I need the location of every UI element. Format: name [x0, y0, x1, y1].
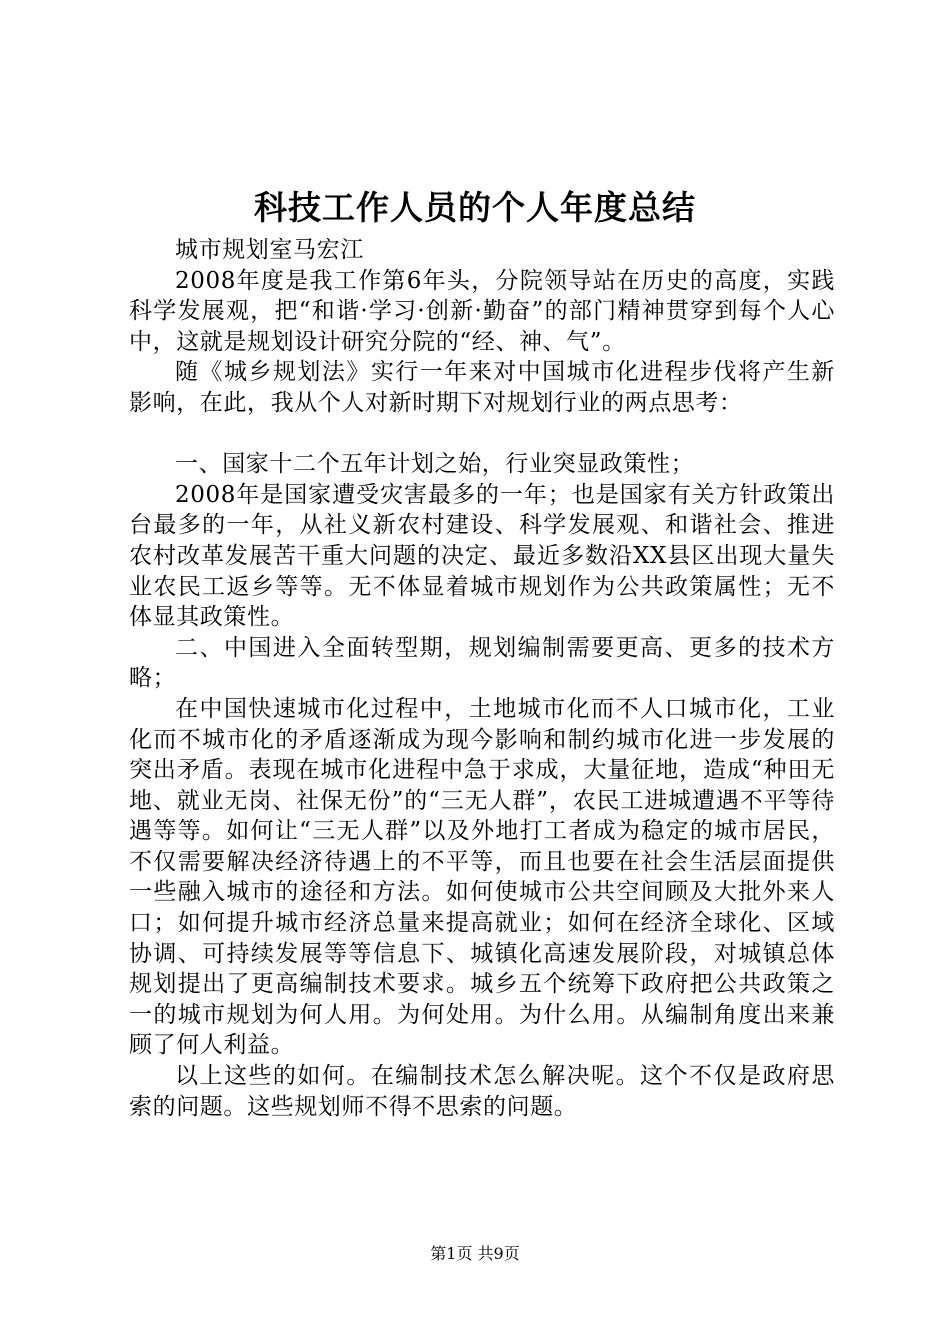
document-title: 科技工作人员的个人年度总结 — [254, 188, 696, 227]
paragraph: 在中国快速城市化过程中，土地城市化而不人口城市化，工业化而不城市化的矛盾逐渐成为现今影响和制约城市化进一步发展的突出矛盾。表现在城市化进程中急于求成，大量征地，造成“种田无地、就业无岗、社保无份”的“三无人群”，农民工进城遭遇不平等待遇等等。如何让“三无人群”以及外地打工者成为稳定的城市居民，不仅需要解决经济待遇上的不平等，而且也要在社会生活层面提供一些融入城市的途径和方法。如何使城市公共空间顾及大批外来人口；如何提升城市经济总量来提高就业；如何在经济全球化、区域协调、可持续发展等等信息下、城镇化高速发展阶段，对城镇总体规划提出了更高编制技术要求。城乡五个统筹下政府把公共政策之一的城市规划为何人用。为何处用。为什么用。从编制角度出来兼顾了何人利益。 — [129, 695, 835, 1059]
page-number-footer: 第1页 共9页 — [430, 1244, 520, 1263]
section-heading-1: 一、国家十二个五年计划之始，行业突显政策性； — [175, 451, 695, 478]
paragraph: 随《城乡规划法》实行一年来对中国城市化进程步伐将产生新影响，在此，我从个人对新时期下对规划行业的两点思考： — [129, 359, 835, 416]
section-heading-2: 二、中国进入全面转型期，规划编制需要更高、更多的技术方略； — [129, 634, 835, 692]
paragraph: 以上这些的如何。在编制技术怎么解决呢。这个不仅是政府思索的问题。这些规划师不得不思索的问题。 — [129, 1063, 835, 1120]
paragraph: 2008年度是我工作第6年头，分院领导站在历史的高度，实践科学发展观，把“和谐·学习·创新·勤奋”的部门精神贯穿到每个人心中，这就是规划设计研究分院的“经、神、气”。 — [129, 267, 835, 355]
author-line: 城市规划室马宏江 — [175, 237, 364, 263]
document-body — [129, 235, 835, 1122]
paragraph: 2008年是国家遭受灾害最多的一年；也是国家有关方针政策出台最多的一年，从社义新农村建设、科学发展观、和谐社会、推进农村改革发展苦干重大问题的决定、最近多数沿XX县区出现大量失业农民工返乡等等。无不体显着城市规划作为公共政策属性；无不体显其政策性。 — [129, 481, 835, 631]
